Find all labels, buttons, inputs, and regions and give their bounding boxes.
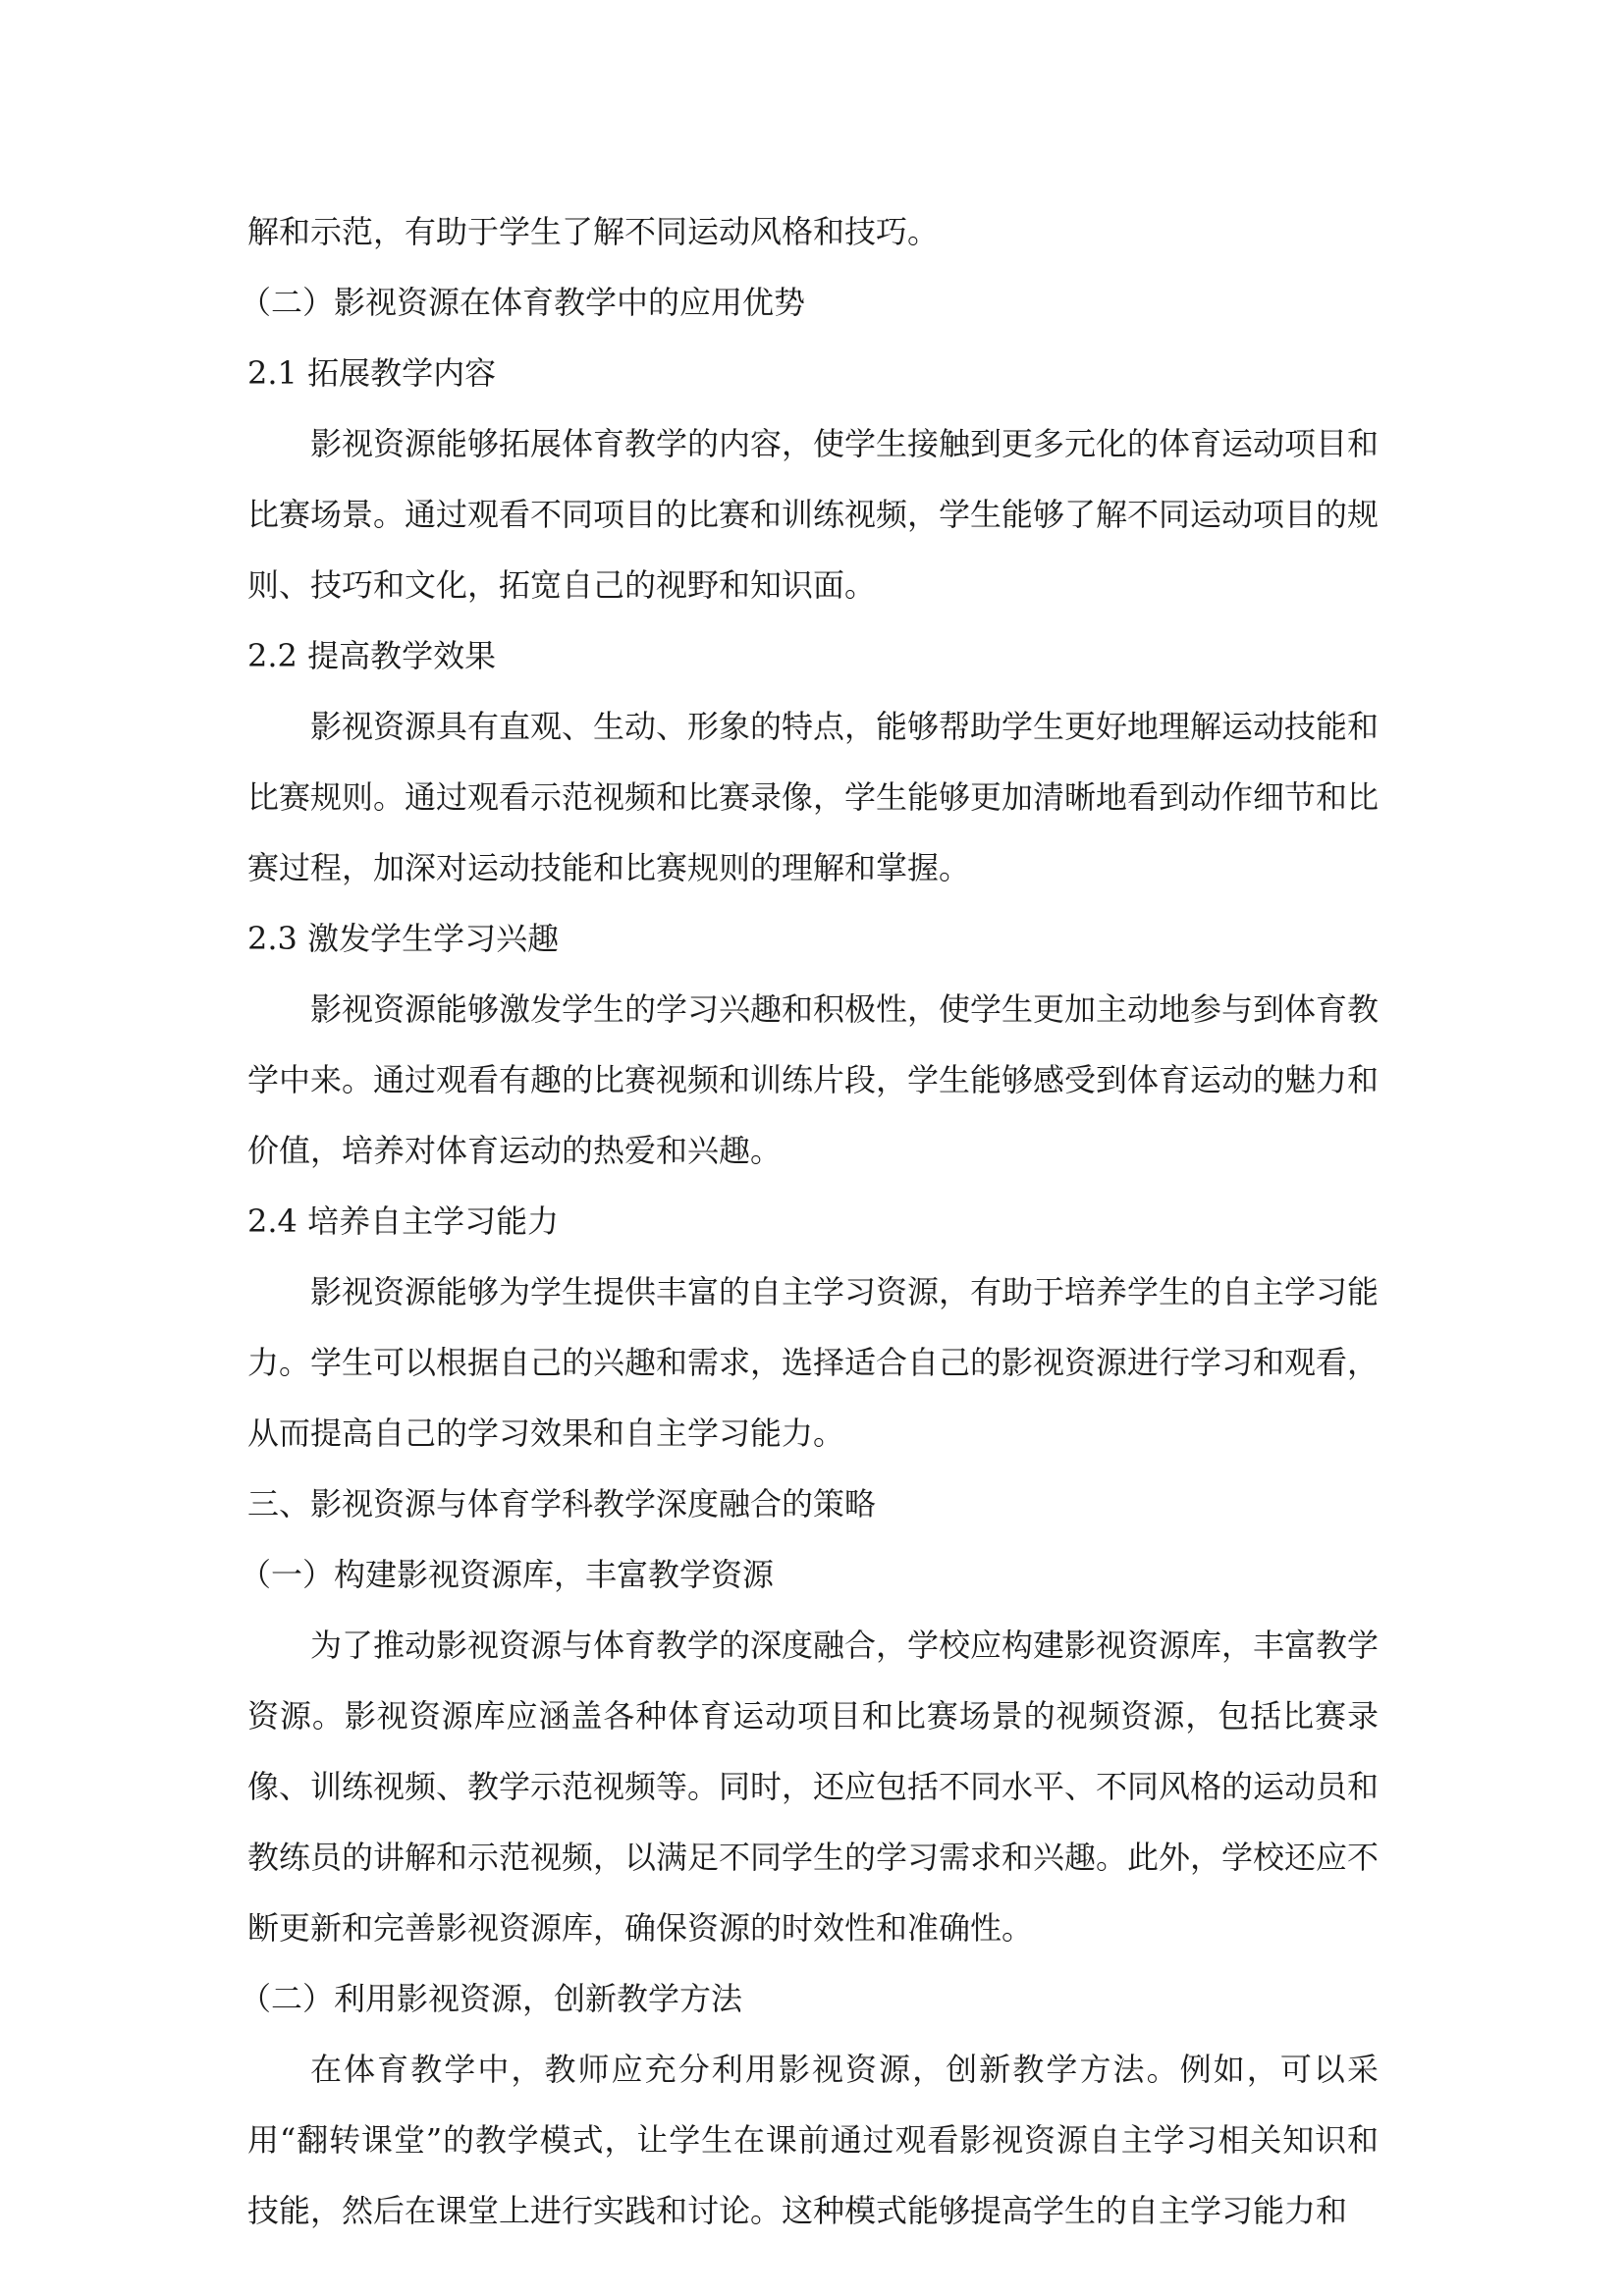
item-2-1-title: 2.1 拓展教学内容 — [247, 354, 497, 392]
section-2-heading: （二）影视资源在体育教学中的应用优势 — [240, 284, 806, 321]
item-2-3-title: 2.3 激发学生学习兴趣 — [247, 920, 560, 957]
section-3-2-heading: （二）利用影视资源，创新教学方法 — [240, 1980, 743, 2017]
item-2-2-body: 影视资源具有直观、生动、形象的特点，能够帮助学生更好地理解运动技能和比赛规则。通过观看示范视频和比赛录像，学生能够更加清晰地看到动作细节和比赛过程，加深对运动技能和比赛规则的理解和掌握。 — [247, 708, 1380, 886]
item-2-4-body: 影视资源能够为学生提供丰富的自主学习资源，有助于培养学生的自主学习能力。学生可以根据自己的兴趣和需求，选择适合自己的影视资源进行学习和观看，从而提高自己的学习效果和自主学习能力。 — [247, 1273, 1380, 1452]
section-3-1-body: 为了推动影视资源与体育教学的深度融合，学校应构建影视资源库，丰富教学资源。影视资源库应涵盖各种体育运动项目和比赛场景的视频资源，包括比赛录像、训练视频、教学示范视频等。同时，还应包括不同水平、不同风格的运动员和教练员的讲解和示范视频，以满足不同学生的学习需求和兴趣。此外，学校还应不断更新和完善影视资源库，确保资源的时效性和准确性。 — [247, 1627, 1380, 1947]
section-3-heading: 三、影视资源与体育学科教学深度融合的策略 — [247, 1485, 877, 1522]
item-2-4-title: 2.4 培养自主学习能力 — [247, 1202, 560, 1240]
item-2-1-body: 影视资源能够拓展体育教学的内容，使学生接触到更多元化的体育运动项目和比赛场景。通过观看不同项目的比赛和训练视频，学生能够了解不同运动项目的规则、技巧和文化，拓宽自己的视野和知识面。 — [247, 425, 1380, 604]
item-2-3-body: 影视资源能够激发学生的学习兴趣和积极性，使学生更加主动地参与到体育教学中来。通过观看有趣的比赛视频和训练片段，学生能够感受到体育运动的魅力和价值，培养对体育运动的热爱和兴趣。 — [247, 990, 1380, 1169]
section-3-2-body: 在体育教学中，教师应充分利用影视资源，创新教学方法。例如，可以采用“翻转课堂”的教学模式，让学生在课前通过观看影视资源自主学习相关知识和技能，然后在课堂上进行实践和讨论。这种模式能够提高学生的自主学习能力和 — [247, 2051, 1379, 2229]
document-body — [240, 196, 1380, 2246]
section-3-1-heading: （一）构建影视资源库，丰富教学资源 — [240, 1556, 775, 1593]
continuation-paragraph: 解和示范，有助于学生了解不同运动风格和技巧。 — [247, 213, 940, 250]
item-2-2-title: 2.2 提高教学效果 — [247, 637, 497, 674]
